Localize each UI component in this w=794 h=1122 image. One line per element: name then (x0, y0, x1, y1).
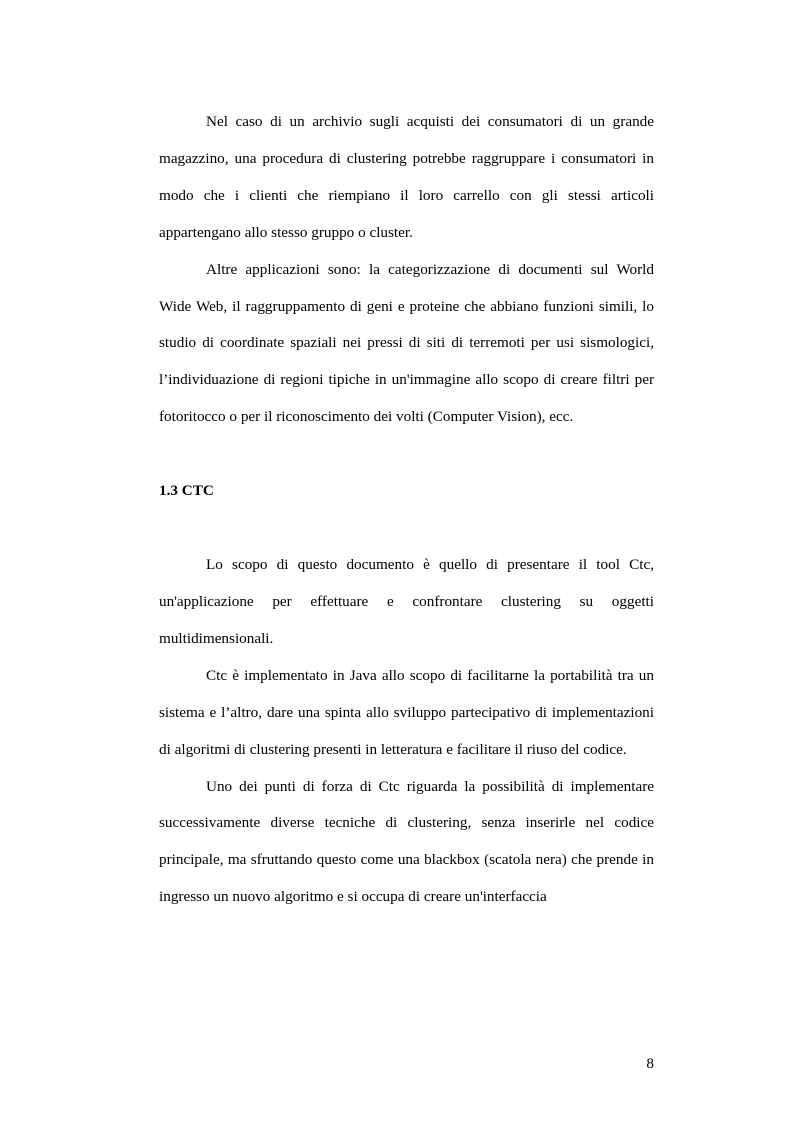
spacer (159, 510, 654, 547)
paragraph-document-purpose: Lo scopo di questo documento è quello di presentare il tool Ctc, un'applicazione per effettuare e confrontare clustering su oggetti multidimensionali. (159, 556, 654, 647)
page-number: 8 (646, 1055, 654, 1072)
section-heading: 1.3 CTC (159, 482, 214, 500)
paragraph-clustering-example: Nel caso di un archivio sugli acquisti dei consumatori di un grande magazzino, una procedura di clustering potrebbe raggruppare i consumatori in modo che i clienti che riempiano il loro carrello con gli stessi articoli appartengano allo stesso gruppo o cluster. (159, 113, 654, 241)
spacer (159, 436, 654, 473)
page-body (159, 104, 654, 916)
paragraph-other-applications: Altre applicazioni sono: la categorizzazione di documenti sul World Wide Web, il raggruppamento di geni e proteine che abbiano funzioni simili, lo studio di coordinate spaziali nei pressi di siti di terremoti per usi sismologici, l’individuazione di regioni tipiche in un'immagine allo scopo di creare filtri per fotoritocco o per il riconoscimento dei volti (Computer Vision), ecc. (159, 260, 654, 426)
paragraph-strengths: Uno dei punti di forza di Ctc riguarda la possibilità di implementare successivamente diverse tecniche di clustering, senza inserirle nel codice principale, ma sfruttando questo come una blackbox (scatola nera) che prende in ingresso un nuovo algoritmo e si occupa di creare un'interfaccia (159, 777, 654, 906)
paragraph-java-implementation: Ctc è implementato in Java allo scopo di facilitarne la portabilità tra un sistema e l’altro, dare una spinta allo sviluppo partecipativo di implementazioni di algoritmi di clustering presenti in letteratura e facilitare il riuso del codice. (159, 666, 654, 758)
